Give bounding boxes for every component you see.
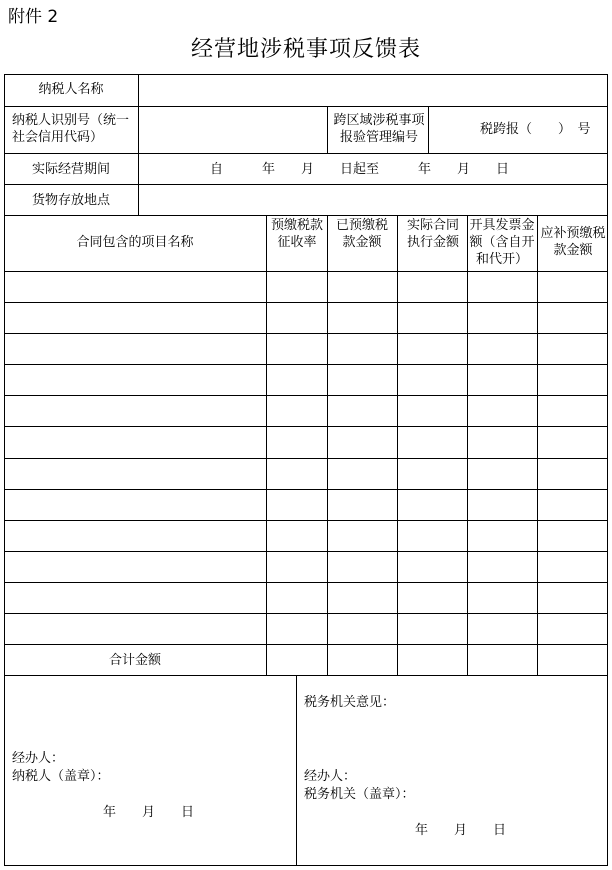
tax-authority-seal-label: 税务机关（盖章）： [304, 787, 415, 802]
right-handler-label: 经办人： [304, 769, 357, 784]
tax-authority-opinion-label: 税务机关意见： [304, 695, 396, 710]
period-value: 自 年 月 日起至 年 月 日 [210, 162, 510, 177]
taxpayer-seal-label: 纳税人（盖章）： [12, 769, 110, 784]
column-header-prepaid-amount: 已预缴税款金额 [335, 218, 388, 250]
feedback-form [4, 74, 608, 866]
form-title: 经营地涉税事项反馈表 [190, 37, 421, 62]
period-label: 实际经营期间 [31, 162, 110, 177]
taxpayer-name-label: 纳税人名称 [38, 82, 104, 97]
cross-region-no-value: 税跨报（ ） 号 [480, 122, 591, 137]
right-date-label: 年 月 日 [415, 823, 507, 838]
taxpayer-id-label: 纳税人识别号（统一社会信用代码） [12, 113, 130, 145]
total-amount-label: 合计金额 [108, 653, 161, 668]
column-header-project-name: 合同包含的项目名称 [76, 235, 194, 250]
attachment-label: 附件 2 [8, 7, 59, 27]
column-header-prepay-rate: 预缴税款征收率 [270, 218, 323, 250]
goods-location-label: 货物存放地点 [31, 193, 110, 208]
left-handler-label: 经办人： [12, 751, 65, 766]
cross-region-no-label: 跨区域涉税事项报验管理编号 [333, 113, 425, 145]
left-date-label: 年 月 日 [103, 805, 195, 820]
column-header-invoice-amount: 开具发票金额（含自开和代开） [469, 218, 535, 267]
column-header-supplement-amount: 应补预缴税款金额 [540, 226, 606, 258]
column-header-contract-amount: 实际合同执行金额 [406, 218, 459, 250]
